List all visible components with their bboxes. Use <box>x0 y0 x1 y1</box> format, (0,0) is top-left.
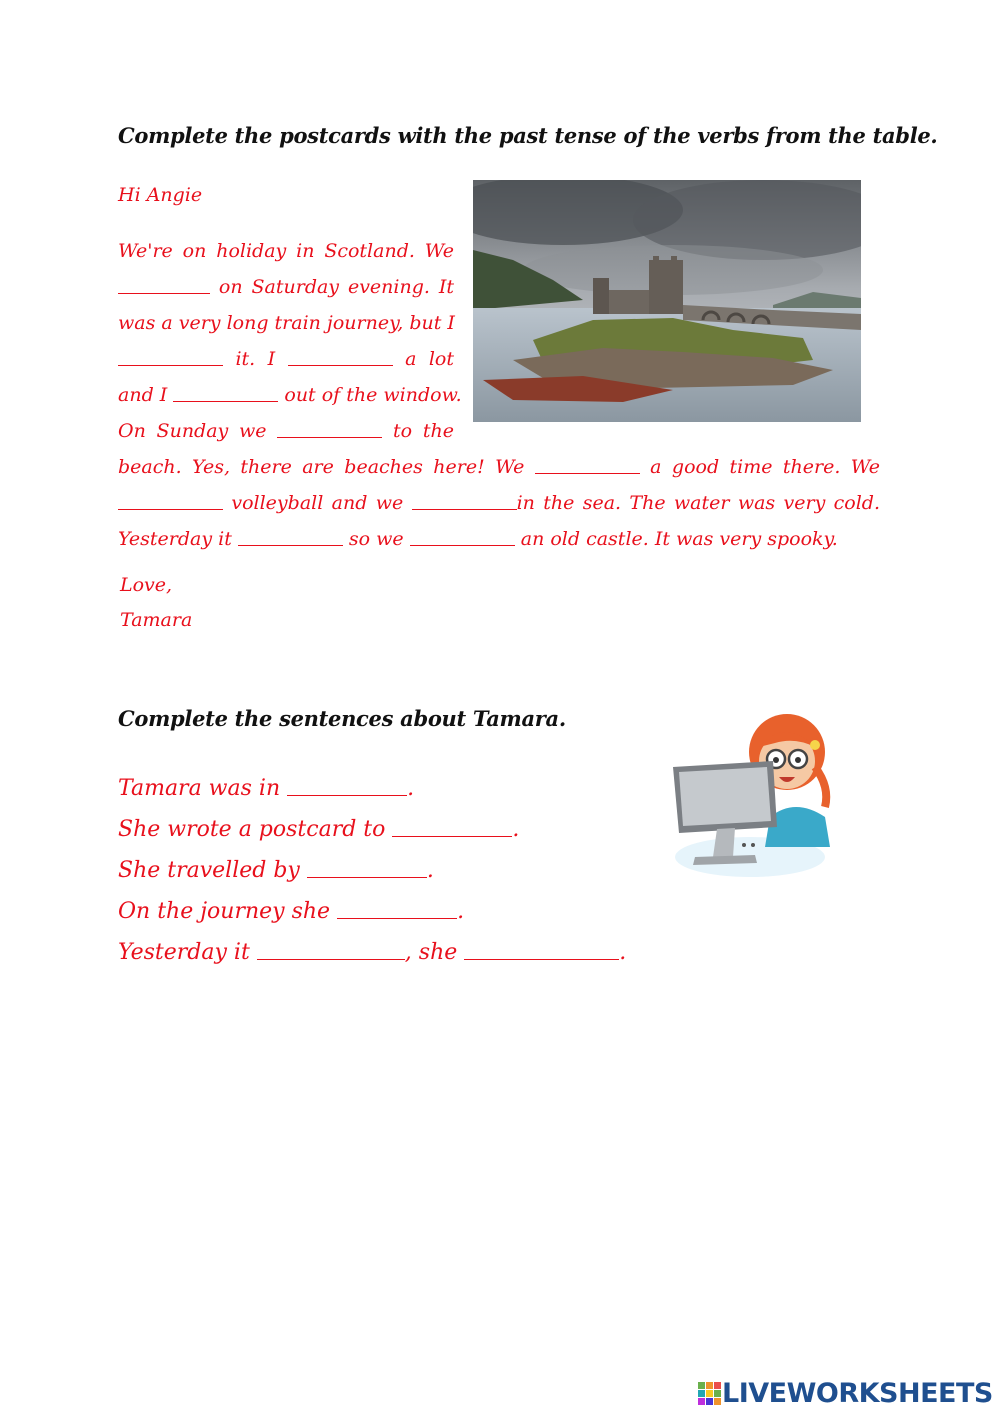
answer-blank[interactable] <box>257 958 405 960</box>
postcard-line: Yesterday it so we an old castle. It was very spooky. <box>118 528 838 550</box>
answer-blank[interactable] <box>535 472 640 474</box>
answer-blank[interactable] <box>118 508 223 510</box>
castle-photo <box>473 180 861 422</box>
answer-blank[interactable] <box>410 544 515 546</box>
answer-blank[interactable] <box>288 364 393 366</box>
postcard-line: beach. Yes, there are beaches here! We a good time there. We <box>118 456 880 478</box>
sentence-4: On the journey she . <box>118 899 465 924</box>
postcard-greeting: Hi Angie <box>118 184 203 206</box>
postcard-line: it. I a lot <box>118 348 454 372</box>
sentence-5: Yesterday it , she . <box>118 940 627 965</box>
answer-blank[interactable] <box>337 917 457 919</box>
answer-blank[interactable] <box>277 436 382 438</box>
girl-at-computer-illustration <box>665 697 845 882</box>
exercise-1-heading: Complete the postcards with the past tense of the verbs from the table. <box>118 123 938 148</box>
postcard-line: was a very long train journey, but I <box>118 312 455 334</box>
postcard-line: and I out of the window. <box>118 384 462 406</box>
answer-blank[interactable] <box>392 835 512 837</box>
sentence-3: She travelled by . <box>118 858 434 883</box>
postcard-signoff: Love, <box>120 574 173 596</box>
postcard-line: On Sunday we to the <box>118 420 454 442</box>
answer-blank[interactable] <box>307 876 427 878</box>
answer-blank[interactable] <box>118 364 223 366</box>
answer-blank[interactable] <box>173 400 278 402</box>
answer-blank[interactable] <box>412 508 517 510</box>
postcard-line: We're on holiday in Scotland. We <box>118 240 454 262</box>
answer-blank[interactable] <box>464 958 619 960</box>
answer-blank[interactable] <box>118 292 210 294</box>
exercise-2-heading: Complete the sentences about Tamara. <box>118 706 566 731</box>
sentence-2: She wrote a postcard to . <box>118 817 520 842</box>
answer-blank[interactable] <box>238 544 343 546</box>
postcard-signature: Tamara <box>120 609 193 631</box>
postcard-line: on Saturday evening. It <box>118 276 454 300</box>
answer-blank[interactable] <box>287 794 407 796</box>
postcard-line: volleyball and we in the sea. The water was very cold. <box>118 492 880 516</box>
logo-grid-icon <box>698 1382 722 1406</box>
logo-text: LIVEWORKSHEETS <box>722 1378 993 1409</box>
liveworksheets-logo <box>698 1378 993 1409</box>
sentence-1: Tamara was in . <box>118 776 415 801</box>
